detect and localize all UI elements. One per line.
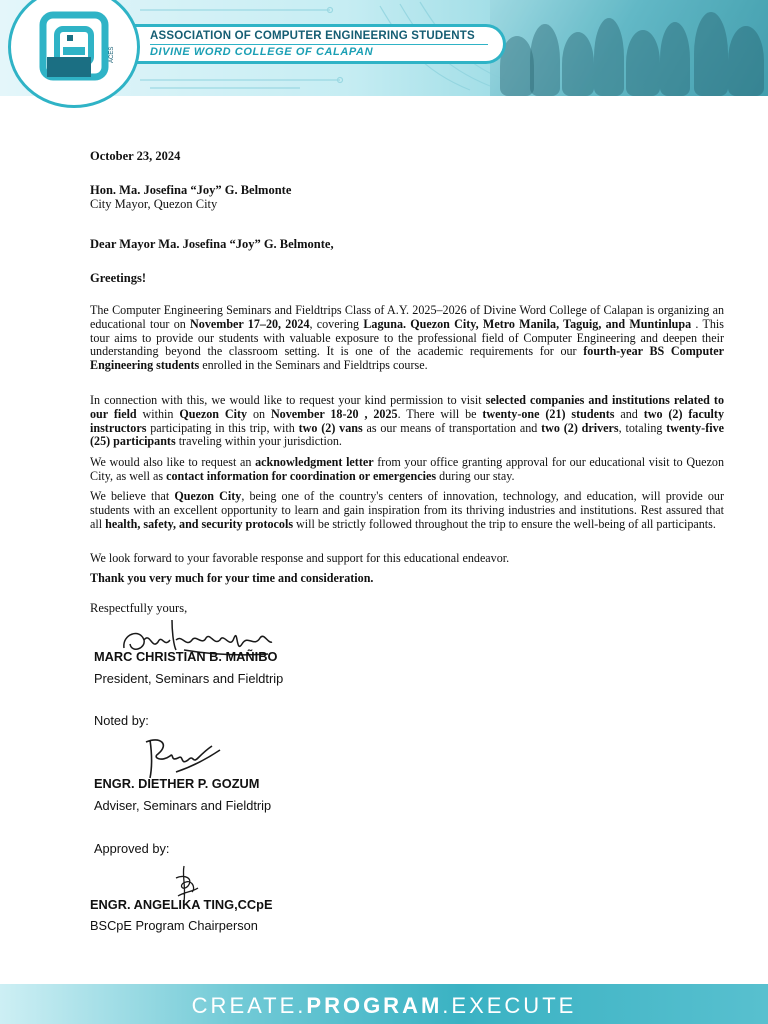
recipient-title: City Mayor, Quezon City <box>90 197 218 211</box>
adviser-role: Adviser, Seminars and Fieldtrip <box>94 798 272 813</box>
logo-caption: ACES <box>109 46 115 63</box>
president-name: MARC CHRISTIAN B. MAÑIBO <box>94 649 278 664</box>
president-role: President, Seminars and Fieldtrip <box>94 671 284 686</box>
org-name-banner <box>120 24 506 64</box>
letter-date: October 23, 2024 <box>90 149 181 163</box>
student-group-photo <box>490 0 768 96</box>
paragraph-look-forward: We look forward to your favorable response and support for this educational endeavor. <box>90 551 510 566</box>
adviser-signature <box>140 732 230 782</box>
college-name: DIVINE WORD COLLEGE OF CALAPAN <box>150 46 374 58</box>
banner-divider <box>150 44 488 45</box>
org-name: ASSOCIATION OF COMPUTER ENGINEERING STUDENTS <box>150 30 475 42</box>
paragraph-visit-request: In connection with this, we would like to request your kind permission to visit selected companies and institutions related to our field within Quezon City on November 18-20 , 2025. There will be twenty-one (21) students and two (2) faculty instructors participating in this trip, with two (2) vans as our means of transportation and two (2) drivers, totaling twenty-five (25) participants traveling within your jurisdiction. <box>90 393 725 449</box>
recipient-name: Hon. Ma. Josefina “Joy” G. Belmonte <box>90 183 292 197</box>
salutation: Dear Mayor Ma. Josefina “Joy” G. Belmonte, <box>90 237 334 251</box>
chair-role: BSCpE Program Chairperson <box>90 918 258 933</box>
footer-slogan: CREATE.PROGRAM.EXECUTE <box>191 993 577 1018</box>
recipient-address <box>90 183 291 211</box>
aces-logo-mark <box>37 11 117 89</box>
paragraph-quezon-city: We believe that Quezon City, being one of the country's centers of innovation, technology, and education, will provide our students with an excellent opportunity to learn and gain inspiration from its thriving industries and institutions. Rest assured that all health, safety, and security protocols will be strictly followed throughout the trip to ensure the well-being of all participants. <box>90 489 724 531</box>
adviser-name: ENGR. DIETHER P. GOZUM <box>94 776 260 791</box>
paragraph-thank-you: Thank you very much for your time and consideration. <box>90 571 374 586</box>
complimentary-close: Respectfully yours, <box>90 601 188 615</box>
paragraph-acknowledgment-request: We would also like to request an acknowledgment letter from your office granting approval for our educational visit to Quezon City, as well as contact information for coordination or emergencies during our stay. <box>90 455 724 483</box>
paragraph-tour-overview: The Computer Engineering Seminars and Fieldtrips Class of A.Y. 2025–2026 of Divine Word College of Calapan is organizing an educational tour on November 17–20, 2024, covering Laguna. Quezon City, Metro Manila, Taguig, and Muntinlupa . This tour aims to provide our students with valuable exposure to the professional field of Computer Engineering and deepen their understanding beyond the classroom setting. It is one of the academic requirements for our fourth-year BS Computer Engineering students enrolled in the Seminars and Fieldtrips course. <box>90 303 724 373</box>
footer-banner <box>0 984 768 1024</box>
noted-by-label: Noted by: <box>94 713 149 728</box>
greeting: Greetings! <box>90 271 147 285</box>
approved-by-label: Approved by: <box>94 841 170 856</box>
chair-name: ENGR. ANGELIKA TING,CCpE <box>90 897 273 912</box>
